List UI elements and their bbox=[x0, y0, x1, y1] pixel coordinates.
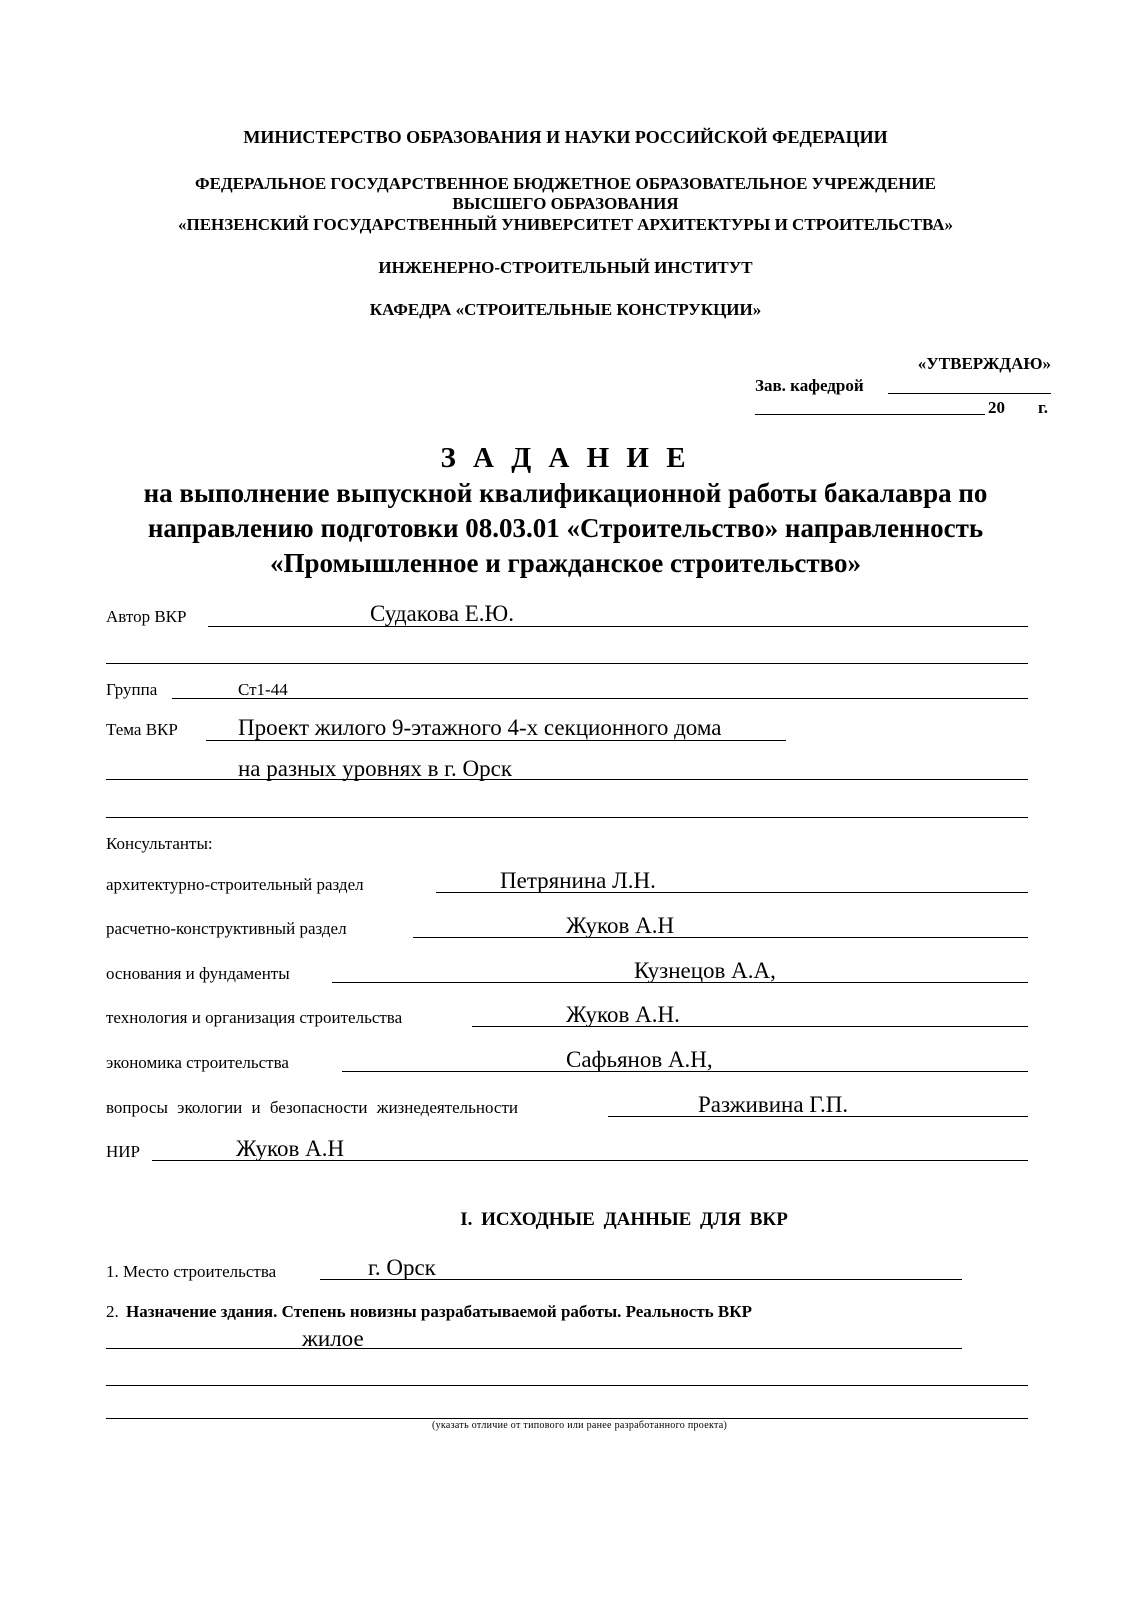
group-value: Ст1-44 bbox=[238, 680, 288, 699]
ministry-heading: МИНИСТЕРСТВО ОБРАЗОВАНИЯ И НАУКИ РОССИЙСКОЙ ФЕДЕРАЦИИ bbox=[243, 127, 888, 147]
consultant-value-structural: Жуков А.Н bbox=[566, 913, 675, 938]
topic-value-line-2: на разных уровнях в г. Орск bbox=[238, 756, 513, 781]
institution-line-1: ФЕДЕРАЛЬНОЕ ГОСУДАРСТВЕННОЕ БЮДЖЕТНОЕ ОБРАЗОВАТЕЛЬНОЕ УЧРЕЖДЕНИЕ bbox=[195, 174, 936, 193]
assignment-subtitle-line-3: «Промышленное и гражданское строительство» bbox=[269, 548, 861, 578]
consultant-label-ecology: вопросы экологии и безопасности жизнедеятельности bbox=[106, 1098, 518, 1117]
topic-field-line-2[interactable] bbox=[106, 779, 1028, 780]
construction-site-line[interactable] bbox=[320, 1279, 962, 1280]
assignment-subtitle-line-2: направлению подготовки 08.03.01 «Строительство» направленность bbox=[147, 513, 984, 543]
institution-line-3: «ПЕНЗЕНСКИЙ ГОСУДАРСТВЕННЫЙ УНИВЕРСИТЕТ АРХИТЕКТУРЫ И СТРОИТЕЛЬСТВА» bbox=[177, 215, 953, 234]
consultant-label-research: НИР bbox=[106, 1142, 141, 1161]
institute-heading: ИНЖЕНЕРНО-СТРОИТЕЛЬНЫЙ ИНСТИТУТ bbox=[378, 258, 753, 277]
assignment-subtitle-line-1: на выполнение выпускной квалификационной работы бакалавра по bbox=[143, 478, 988, 508]
topic-field-line-1[interactable] bbox=[206, 740, 786, 741]
building-purpose-number: 2. bbox=[106, 1302, 119, 1321]
blank-line-3[interactable] bbox=[106, 1385, 1028, 1386]
group-label: Группа bbox=[106, 680, 158, 699]
approval-year-suffix: г. bbox=[1038, 398, 1049, 417]
author-value: Судакова Е.Ю. bbox=[370, 601, 514, 626]
construction-site-label: 1. Место строительства bbox=[106, 1262, 277, 1281]
topic-label: Тема ВКР bbox=[106, 720, 178, 739]
consultant-line-foundations[interactable] bbox=[332, 982, 1028, 983]
blank-line-4[interactable] bbox=[106, 1418, 1028, 1419]
approve-label: «УТВЕРЖДАЮ» bbox=[917, 354, 1051, 373]
approval-year-prefix: 20 bbox=[988, 398, 1005, 417]
group-field-line[interactable] bbox=[172, 698, 1028, 699]
blank-line-1 bbox=[106, 663, 1028, 664]
consultant-value-ecology: Разживина Г.П. bbox=[698, 1092, 849, 1117]
topic-value-line-1: Проект жилого 9-этажного 4-х секционного дома bbox=[238, 715, 722, 740]
consultant-line-structural[interactable] bbox=[413, 937, 1028, 938]
consultant-label-economics: экономика строительства bbox=[106, 1053, 289, 1072]
approval-date-line[interactable] bbox=[755, 414, 985, 415]
department-heading: КАФЕДРА «СТРОИТЕЛЬНЫЕ КОНСТРУКЦИИ» bbox=[369, 300, 762, 319]
assignment-title: З А Д А Н И Е bbox=[440, 442, 691, 474]
head-of-department-label: Зав. кафедрой bbox=[755, 376, 864, 395]
consultant-label-structural: расчетно-конструктивный раздел bbox=[106, 919, 347, 938]
consultant-value-research: Жуков А.Н bbox=[236, 1136, 345, 1161]
building-purpose-value: жилое bbox=[302, 1326, 364, 1351]
consultant-value-foundations: Кузнецов А.А, bbox=[634, 958, 776, 983]
consultant-line-ecology[interactable] bbox=[608, 1116, 1028, 1117]
author-field-line[interactable] bbox=[208, 626, 1028, 627]
author-label: Автор ВКР bbox=[106, 607, 187, 626]
institution-line-2: ВЫСШЕГО ОБРАЗОВАНИЯ bbox=[452, 194, 679, 213]
head-signature-line[interactable] bbox=[888, 393, 1051, 394]
consultant-value-economics: Сафьянов А.Н, bbox=[566, 1047, 713, 1072]
consultants-heading: Консультанты: bbox=[106, 834, 213, 853]
construction-site-value: г. Орск bbox=[368, 1255, 436, 1280]
consultant-line-technology[interactable] bbox=[472, 1026, 1028, 1027]
consultant-label-architecture: архитектурно-строительный раздел bbox=[106, 875, 364, 894]
consultant-line-research[interactable] bbox=[152, 1160, 1028, 1161]
section-1-heading: I. ИСХОДНЫЕ ДАННЫЕ ДЛЯ ВКР bbox=[460, 1209, 788, 1230]
building-purpose-label: Назначение здания. Степень новизны разрабатываемой работы. Реальность ВКР bbox=[126, 1302, 752, 1321]
consultant-value-technology: Жуков А.Н. bbox=[566, 1002, 680, 1027]
building-purpose-line[interactable] bbox=[106, 1348, 962, 1349]
blank-line-2 bbox=[106, 817, 1028, 818]
consultant-label-technology: технология и организация строительства bbox=[106, 1008, 403, 1027]
consultant-value-architecture: Петрянина Л.Н. bbox=[500, 868, 656, 893]
difference-note: (указать отличие от типового или ранее разработанного проекта) bbox=[432, 1420, 728, 1431]
consultant-line-economics[interactable] bbox=[342, 1071, 1028, 1072]
consultant-line-architecture[interactable] bbox=[436, 892, 1028, 893]
consultant-label-foundations: основания и фундаменты bbox=[106, 964, 290, 983]
